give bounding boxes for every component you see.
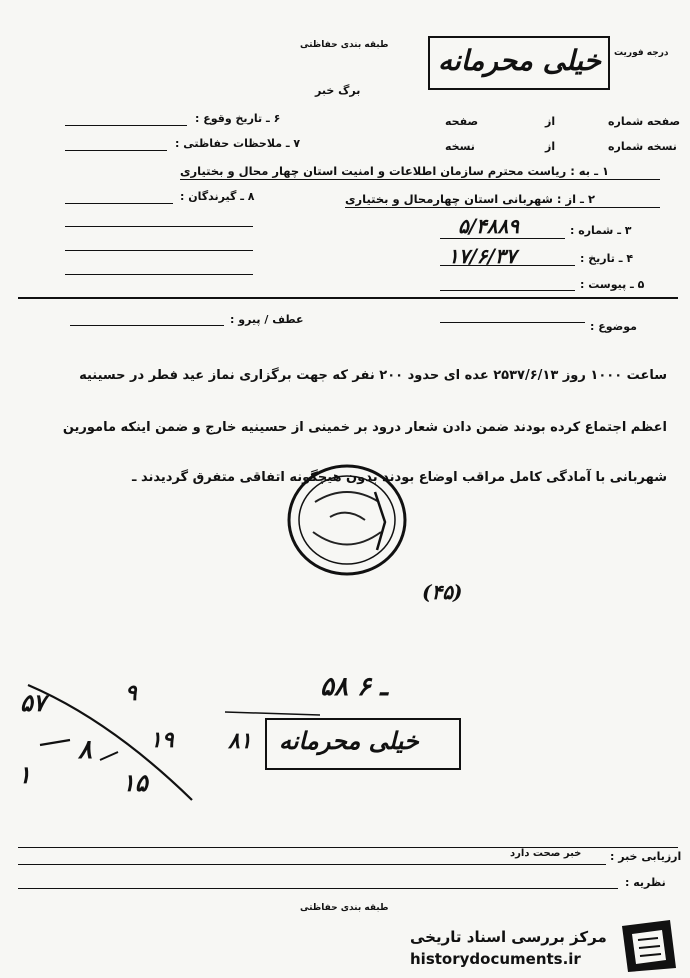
attachment-label: ۵ ـ پیوست : [580, 278, 645, 291]
classification-label-top: طبقه بندی حفاظتی [300, 40, 389, 50]
page-number-label: صفحه شماره [608, 115, 681, 128]
opinion-label: نظریه : [625, 876, 666, 889]
copy-from-label: از [545, 140, 556, 153]
priority-label: درجه فوریت [614, 48, 669, 58]
lower-stamp-prefix: ۸۱ [228, 728, 252, 754]
note-left-4: ۸ [78, 735, 92, 765]
watermark-logo-icon [618, 918, 680, 974]
date-of-event-label: ۶ ـ تاریخ وقوع : [195, 112, 281, 125]
number-label: ۳ ـ شماره : [570, 224, 632, 237]
note-left-2: ۹ [125, 680, 137, 706]
copy-word: نسخه [445, 140, 475, 153]
opinion-underline [18, 888, 618, 889]
note-center: ۵۸ ـ ۶ [320, 672, 388, 702]
classification-stamp: خیلی محرمانه [438, 44, 601, 77]
page-from-label: از [545, 115, 556, 128]
from-line: ۲ ـ از : شهربانی استان چهارمحال و بختیاری [345, 192, 596, 206]
recipients-label: ۸ ـ گیرندگان : [180, 190, 255, 203]
form-title: برگ خبر [315, 84, 361, 97]
reference-label: عطف / پیرو : [230, 313, 304, 326]
evaluation-value: خبر صحت دارد [510, 848, 582, 859]
classification-label-bottom: طبقه بندی حفاظتی [300, 903, 389, 913]
body-line-3: شهربانی با آمادگی کامل مراقب اوضاع بودند بدون هیچگونه اتفاقی متفرق گردیدند ـ [132, 470, 667, 485]
to-line: ۱ ـ به : ریاست محترم سازمان اطلاعات و امنیت استان چهار محال و بختیاری [180, 164, 610, 178]
note-left-1: ۵۷ [20, 688, 46, 717]
copy-number-label: نسخه شماره [608, 140, 677, 153]
lower-stamp-box [265, 718, 461, 770]
body-line-2: اعظم اجتماع کرده بودند ضمن دادن شعار درود بر خمینی از حسینیه خارج و ضمن اینکه مامورین [62, 420, 667, 435]
margin-number: (۴۵) [422, 580, 463, 604]
subject-label: موضوع : [590, 320, 637, 333]
note-left-6: ۱ [18, 760, 31, 789]
page-word: صفحه [445, 115, 479, 128]
security-notes-label: ۷ ـ ملاحظات حفاظتی : [175, 137, 301, 150]
body-line-1: ساعت ۱۰۰۰ روز ۲۵۳۷/۶/۱۳ عده ای حدود ۲۰۰ نفر که جهت برگزاری نماز عید فطر در حسینیه [79, 368, 667, 383]
evaluation-underline [18, 864, 606, 865]
number-value: ۵/۴۸۸۹ [458, 214, 520, 238]
note-left-5: ۱۵ [122, 768, 148, 797]
date-value: ۱۷/۶/۳۷ [448, 244, 517, 268]
evaluation-label: ارزیابی خبر : [610, 850, 682, 863]
watermark-org-name: مرکز بررسی اسناد تاریخی [410, 928, 607, 946]
watermark-url: historydocuments.ir [410, 950, 581, 968]
lower-stamp: خیلی محرمانه [279, 726, 419, 755]
note-left-3: ۱۹ [150, 727, 174, 753]
date-label: ۴ ـ تاریخ : [580, 252, 634, 265]
